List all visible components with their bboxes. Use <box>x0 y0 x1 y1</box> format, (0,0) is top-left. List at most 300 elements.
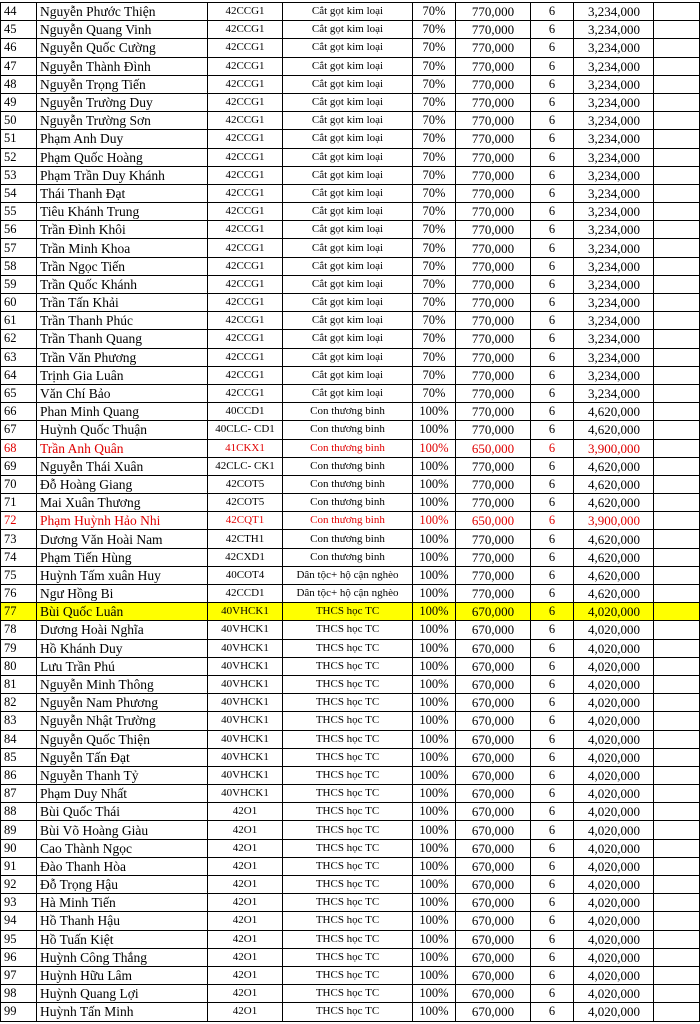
empty-cell <box>654 512 700 530</box>
benefit-type: Dân tộc+ hộ cận nghèo <box>283 585 413 603</box>
months: 6 <box>531 857 574 875</box>
student-name: Nguyễn Trọng Tiến <box>37 75 208 93</box>
reduction-percent: 100% <box>413 912 456 930</box>
student-name: Cao Thành Ngọc <box>37 839 208 857</box>
table-row <box>1 275 700 293</box>
benefit-type: THCS học TC <box>283 766 413 784</box>
table-row <box>1 585 700 603</box>
student-name: Hồ Tuấn Kiệt <box>37 930 208 948</box>
empty-cell <box>654 621 700 639</box>
table-row <box>1 748 700 766</box>
benefit-type: Con thương binh <box>283 457 413 475</box>
months: 6 <box>531 403 574 421</box>
months: 6 <box>531 912 574 930</box>
months: 6 <box>531 439 574 457</box>
row-number: 44 <box>1 3 37 21</box>
row-number: 89 <box>1 821 37 839</box>
months: 6 <box>531 148 574 166</box>
reduction-percent: 70% <box>413 57 456 75</box>
row-number: 61 <box>1 312 37 330</box>
empty-cell <box>654 530 700 548</box>
months: 6 <box>531 530 574 548</box>
monthly-amount: 770,000 <box>456 348 531 366</box>
row-number: 93 <box>1 894 37 912</box>
empty-cell <box>654 948 700 966</box>
row-number: 94 <box>1 912 37 930</box>
benefit-type: Con thương binh <box>283 512 413 530</box>
class-code: 42CCG1 <box>208 3 283 21</box>
months: 6 <box>531 57 574 75</box>
empty-cell <box>654 403 700 421</box>
total-amount: 3,234,000 <box>574 130 654 148</box>
benefit-type: Con thương binh <box>283 403 413 421</box>
empty-cell <box>654 857 700 875</box>
empty-cell <box>654 603 700 621</box>
months: 6 <box>531 876 574 894</box>
total-amount: 3,234,000 <box>574 221 654 239</box>
benefit-type: Cắt gọt kim loại <box>283 112 413 130</box>
total-amount: 3,234,000 <box>574 257 654 275</box>
row-number: 75 <box>1 566 37 584</box>
table-row <box>1 21 700 39</box>
total-amount: 4,620,000 <box>574 457 654 475</box>
benefit-type: THCS học TC <box>283 912 413 930</box>
class-code: 42O1 <box>208 930 283 948</box>
row-number: 48 <box>1 75 37 93</box>
class-code: 42CCG1 <box>208 203 283 221</box>
empty-cell <box>654 312 700 330</box>
empty-cell <box>654 57 700 75</box>
class-code: 40VHCK1 <box>208 639 283 657</box>
months: 6 <box>531 712 574 730</box>
table-row <box>1 857 700 875</box>
class-code: 42CCG1 <box>208 312 283 330</box>
empty-cell <box>654 239 700 257</box>
student-name: Nguyễn Quốc Thiện <box>37 730 208 748</box>
empty-cell <box>654 657 700 675</box>
reduction-percent: 100% <box>413 403 456 421</box>
reduction-percent: 100% <box>413 675 456 693</box>
benefit-type: THCS học TC <box>283 694 413 712</box>
months: 6 <box>531 748 574 766</box>
monthly-amount: 670,000 <box>456 712 531 730</box>
student-name: Nguyễn Minh Thông <box>37 675 208 693</box>
student-name: Phạm Trần Duy Khánh <box>37 166 208 184</box>
table-row <box>1 203 700 221</box>
table-row <box>1 166 700 184</box>
class-code: 42CCG1 <box>208 275 283 293</box>
total-amount: 4,020,000 <box>574 675 654 693</box>
class-code: 42CCG1 <box>208 57 283 75</box>
student-name: Huỳnh Công Thắng <box>37 948 208 966</box>
reduction-percent: 70% <box>413 203 456 221</box>
reduction-percent: 100% <box>413 512 456 530</box>
empty-cell <box>654 1003 700 1021</box>
monthly-amount: 770,000 <box>456 93 531 111</box>
total-amount: 3,234,000 <box>574 166 654 184</box>
empty-cell <box>654 93 700 111</box>
empty-cell <box>654 221 700 239</box>
reduction-percent: 100% <box>413 657 456 675</box>
class-code: 42CCG1 <box>208 384 283 402</box>
class-code: 42CCG1 <box>208 166 283 184</box>
benefit-type: Cắt gọt kim loại <box>283 312 413 330</box>
months: 6 <box>531 603 574 621</box>
months: 6 <box>531 785 574 803</box>
empty-cell <box>654 639 700 657</box>
student-name: Phan Minh Quang <box>37 403 208 421</box>
monthly-amount: 770,000 <box>456 148 531 166</box>
reduction-percent: 100% <box>413 639 456 657</box>
student-name: Ngư Hồng Bi <box>37 585 208 603</box>
monthly-amount: 670,000 <box>456 675 531 693</box>
reduction-percent: 70% <box>413 221 456 239</box>
student-name: Nguyễn Tấn Đạt <box>37 748 208 766</box>
row-number: 86 <box>1 766 37 784</box>
row-number: 64 <box>1 366 37 384</box>
empty-cell <box>654 730 700 748</box>
table-row <box>1 439 700 457</box>
empty-cell <box>654 3 700 21</box>
empty-cell <box>654 785 700 803</box>
months: 6 <box>531 548 574 566</box>
months: 6 <box>531 184 574 202</box>
class-code: 42O1 <box>208 803 283 821</box>
months: 6 <box>531 657 574 675</box>
class-code: 41CKX1 <box>208 439 283 457</box>
monthly-amount: 770,000 <box>456 384 531 402</box>
table-row <box>1 876 700 894</box>
monthly-amount: 770,000 <box>456 75 531 93</box>
months: 6 <box>531 312 574 330</box>
student-name: Huỳnh Quang Lợi <box>37 985 208 1003</box>
student-name: Trần Thanh Quang <box>37 330 208 348</box>
class-code: 40VHCK1 <box>208 766 283 784</box>
row-number: 84 <box>1 730 37 748</box>
months: 6 <box>531 221 574 239</box>
table-row <box>1 239 700 257</box>
row-number: 92 <box>1 876 37 894</box>
class-code: 40VHCK1 <box>208 675 283 693</box>
class-code: 42O1 <box>208 912 283 930</box>
table-row <box>1 148 700 166</box>
total-amount: 4,020,000 <box>574 712 654 730</box>
empty-cell <box>654 257 700 275</box>
row-number: 57 <box>1 239 37 257</box>
months: 6 <box>531 694 574 712</box>
class-code: 42CQT1 <box>208 512 283 530</box>
class-code: 40VHCK1 <box>208 730 283 748</box>
benefit-type: THCS học TC <box>283 748 413 766</box>
reduction-percent: 100% <box>413 857 456 875</box>
row-number: 63 <box>1 348 37 366</box>
total-amount: 3,234,000 <box>574 93 654 111</box>
total-amount: 4,020,000 <box>574 766 654 784</box>
monthly-amount: 770,000 <box>456 239 531 257</box>
class-code: 42CTH1 <box>208 530 283 548</box>
reduction-percent: 100% <box>413 985 456 1003</box>
row-number: 45 <box>1 21 37 39</box>
empty-cell <box>654 366 700 384</box>
benefit-type: Cắt gọt kim loại <box>283 275 413 293</box>
benefit-type: THCS học TC <box>283 730 413 748</box>
benefit-type: THCS học TC <box>283 712 413 730</box>
table-row <box>1 894 700 912</box>
total-amount: 4,020,000 <box>574 621 654 639</box>
table-row <box>1 657 700 675</box>
student-name: Trần Thanh Phúc <box>37 312 208 330</box>
row-number: 87 <box>1 785 37 803</box>
student-name: Mai Xuân Thương <box>37 494 208 512</box>
benefit-type: Cắt gọt kim loại <box>283 148 413 166</box>
student-name: Huỳnh Tấn Minh <box>37 1003 208 1021</box>
benefit-type: Cắt gọt kim loại <box>283 57 413 75</box>
row-number: 52 <box>1 148 37 166</box>
monthly-amount: 670,000 <box>456 639 531 657</box>
total-amount: 3,234,000 <box>574 312 654 330</box>
reduction-percent: 100% <box>413 694 456 712</box>
months: 6 <box>531 675 574 693</box>
student-name: Nguyễn Quốc Cường <box>37 39 208 57</box>
table-row <box>1 494 700 512</box>
total-amount: 3,900,000 <box>574 512 654 530</box>
monthly-amount: 770,000 <box>456 403 531 421</box>
class-code: 40CCD1 <box>208 403 283 421</box>
monthly-amount: 770,000 <box>456 494 531 512</box>
student-name: Nguyễn Quang Vinh <box>37 21 208 39</box>
reduction-percent: 70% <box>413 330 456 348</box>
months: 6 <box>531 585 574 603</box>
student-name: Trần Văn Phương <box>37 348 208 366</box>
table-row <box>1 184 700 202</box>
student-name: Nguyễn Trường Sơn <box>37 112 208 130</box>
empty-cell <box>654 39 700 57</box>
reduction-percent: 100% <box>413 494 456 512</box>
reduction-percent: 70% <box>413 21 456 39</box>
class-code: 42COT5 <box>208 494 283 512</box>
reduction-percent: 70% <box>413 294 456 312</box>
reduction-percent: 70% <box>413 75 456 93</box>
row-number: 81 <box>1 675 37 693</box>
student-name: Trần Anh Quân <box>37 439 208 457</box>
total-amount: 4,020,000 <box>574 1003 654 1021</box>
benefit-type: Cắt gọt kim loại <box>283 257 413 275</box>
benefit-type: Cắt gọt kim loại <box>283 21 413 39</box>
benefit-type: THCS học TC <box>283 603 413 621</box>
class-code: 42CCG1 <box>208 148 283 166</box>
monthly-amount: 770,000 <box>456 130 531 148</box>
months: 6 <box>531 766 574 784</box>
total-amount: 4,020,000 <box>574 730 654 748</box>
benefit-type: Cắt gọt kim loại <box>283 3 413 21</box>
student-name: Văn Chí Bảo <box>37 384 208 402</box>
student-name: Hồ Khánh Duy <box>37 639 208 657</box>
monthly-amount: 770,000 <box>456 112 531 130</box>
months: 6 <box>531 112 574 130</box>
row-number: 54 <box>1 184 37 202</box>
total-amount: 4,020,000 <box>574 857 654 875</box>
monthly-amount: 670,000 <box>456 857 531 875</box>
row-number: 73 <box>1 530 37 548</box>
total-amount: 4,020,000 <box>574 657 654 675</box>
monthly-amount: 770,000 <box>456 366 531 384</box>
months: 6 <box>531 966 574 984</box>
row-number: 67 <box>1 421 37 439</box>
empty-cell <box>654 966 700 984</box>
monthly-amount: 670,000 <box>456 894 531 912</box>
benefit-type: THCS học TC <box>283 948 413 966</box>
monthly-amount: 650,000 <box>456 439 531 457</box>
months: 6 <box>531 730 574 748</box>
table-row <box>1 421 700 439</box>
reduction-percent: 100% <box>413 603 456 621</box>
class-code: 42CCG1 <box>208 112 283 130</box>
reduction-percent: 70% <box>413 93 456 111</box>
row-number: 69 <box>1 457 37 475</box>
benefit-type: Con thương binh <box>283 548 413 566</box>
benefit-type: Cắt gọt kim loại <box>283 93 413 111</box>
student-name: Trần Tấn Khải <box>37 294 208 312</box>
reduction-percent: 70% <box>413 257 456 275</box>
class-code: 42CCG1 <box>208 348 283 366</box>
total-amount: 3,234,000 <box>574 3 654 21</box>
empty-cell <box>654 148 700 166</box>
row-number: 79 <box>1 639 37 657</box>
empty-cell <box>654 548 700 566</box>
reduction-percent: 70% <box>413 312 456 330</box>
empty-cell <box>654 748 700 766</box>
benefit-type: Con thương binh <box>283 421 413 439</box>
monthly-amount: 770,000 <box>456 39 531 57</box>
row-number: 80 <box>1 657 37 675</box>
months: 6 <box>531 366 574 384</box>
reduction-percent: 100% <box>413 548 456 566</box>
monthly-amount: 670,000 <box>456 603 531 621</box>
row-number: 97 <box>1 966 37 984</box>
class-code: 42CCG1 <box>208 257 283 275</box>
monthly-amount: 770,000 <box>456 57 531 75</box>
benefit-type: THCS học TC <box>283 930 413 948</box>
empty-cell <box>654 821 700 839</box>
table-row <box>1 930 700 948</box>
table-body <box>1 3 700 1022</box>
monthly-amount: 670,000 <box>456 657 531 675</box>
reduction-percent: 70% <box>413 148 456 166</box>
table-row <box>1 512 700 530</box>
empty-cell <box>654 75 700 93</box>
class-code: 42CCG1 <box>208 75 283 93</box>
table-row <box>1 785 700 803</box>
months: 6 <box>531 1003 574 1021</box>
reduction-percent: 100% <box>413 785 456 803</box>
monthly-amount: 670,000 <box>456 803 531 821</box>
student-name: Phạm Quốc Hoàng <box>37 148 208 166</box>
table-row <box>1 821 700 839</box>
student-name: Huỳnh Tấm xuân Huy <box>37 566 208 584</box>
student-name: Tiêu Khánh Trung <box>37 203 208 221</box>
monthly-amount: 770,000 <box>456 294 531 312</box>
class-code: 42COT5 <box>208 475 283 493</box>
empty-cell <box>654 294 700 312</box>
row-number: 65 <box>1 384 37 402</box>
reduction-percent: 70% <box>413 366 456 384</box>
empty-cell <box>654 475 700 493</box>
reduction-percent: 70% <box>413 275 456 293</box>
monthly-amount: 670,000 <box>456 912 531 930</box>
class-code: 42CCG1 <box>208 130 283 148</box>
class-code: 42CCG1 <box>208 184 283 202</box>
reduction-percent: 100% <box>413 585 456 603</box>
row-number: 70 <box>1 475 37 493</box>
table-row <box>1 839 700 857</box>
monthly-amount: 670,000 <box>456 621 531 639</box>
table-row <box>1 712 700 730</box>
scholarship-table <box>0 2 700 1022</box>
student-name: Bùi Quốc Thái <box>37 803 208 821</box>
monthly-amount: 670,000 <box>456 748 531 766</box>
months: 6 <box>531 294 574 312</box>
table-row <box>1 93 700 111</box>
total-amount: 4,020,000 <box>574 803 654 821</box>
total-amount: 3,234,000 <box>574 184 654 202</box>
benefit-type: THCS học TC <box>283 985 413 1003</box>
row-number: 88 <box>1 803 37 821</box>
total-amount: 3,234,000 <box>574 39 654 57</box>
monthly-amount: 770,000 <box>456 457 531 475</box>
row-number: 90 <box>1 839 37 857</box>
class-code: 40VHCK1 <box>208 621 283 639</box>
months: 6 <box>531 275 574 293</box>
total-amount: 4,620,000 <box>574 475 654 493</box>
months: 6 <box>531 894 574 912</box>
empty-cell <box>654 184 700 202</box>
empty-cell <box>654 439 700 457</box>
student-name: Phạm Huỳnh Hảo Nhi <box>37 512 208 530</box>
empty-cell <box>654 348 700 366</box>
row-number: 55 <box>1 203 37 221</box>
row-number: 72 <box>1 512 37 530</box>
reduction-percent: 100% <box>413 566 456 584</box>
reduction-percent: 100% <box>413 1003 456 1021</box>
months: 6 <box>531 839 574 857</box>
row-number: 83 <box>1 712 37 730</box>
class-code: 40VHCK1 <box>208 694 283 712</box>
table-row <box>1 566 700 584</box>
empty-cell <box>654 912 700 930</box>
table-row <box>1 39 700 57</box>
student-name: Phạm Duy Nhất <box>37 785 208 803</box>
student-name: Đào Thanh Hòa <box>37 857 208 875</box>
months: 6 <box>531 803 574 821</box>
reduction-percent: 70% <box>413 112 456 130</box>
monthly-amount: 770,000 <box>456 475 531 493</box>
reduction-percent: 100% <box>413 439 456 457</box>
benefit-type: THCS học TC <box>283 876 413 894</box>
months: 6 <box>531 130 574 148</box>
reduction-percent: 100% <box>413 457 456 475</box>
benefit-type: Con thương binh <box>283 475 413 493</box>
total-amount: 4,020,000 <box>574 966 654 984</box>
empty-cell <box>654 930 700 948</box>
empty-cell <box>654 494 700 512</box>
table-row <box>1 730 700 748</box>
monthly-amount: 770,000 <box>456 530 531 548</box>
empty-cell <box>654 876 700 894</box>
monthly-amount: 770,000 <box>456 3 531 21</box>
months: 6 <box>531 457 574 475</box>
empty-cell <box>654 985 700 1003</box>
benefit-type: Cắt gọt kim loại <box>283 366 413 384</box>
